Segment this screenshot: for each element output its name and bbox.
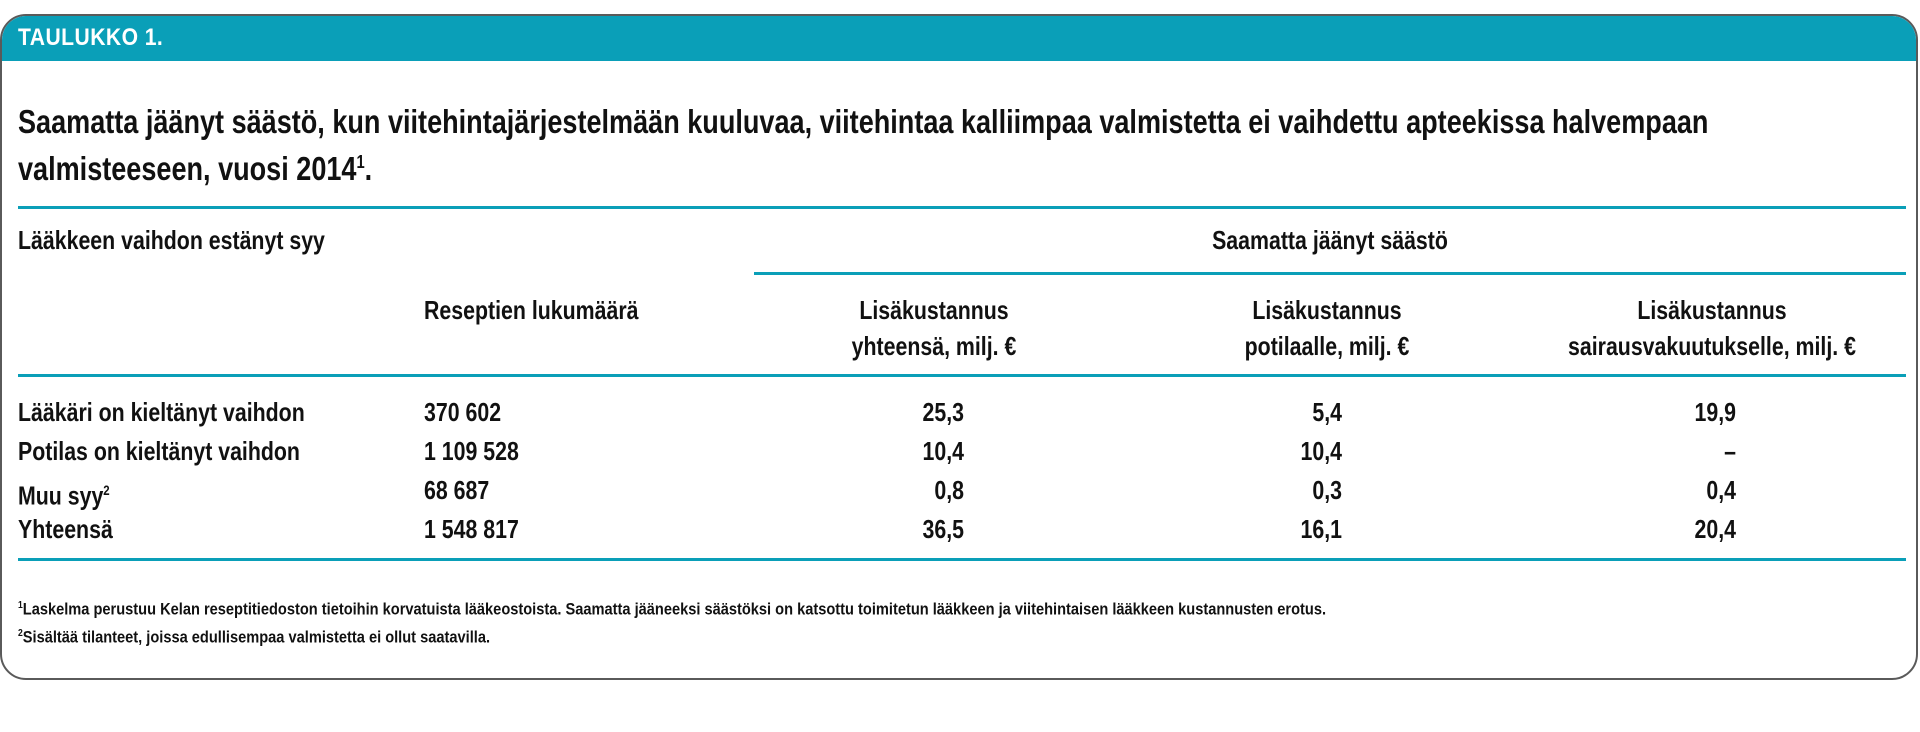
table-title — [18, 102, 1709, 189]
cell-insurance: 19,9 — [1694, 397, 1736, 427]
row-label: Yhteensä — [18, 514, 113, 544]
column-header-count: Reseptien lukumäärä — [424, 295, 639, 325]
cell-count: 68 687 — [424, 475, 490, 505]
cell-total: 10,4 — [922, 436, 964, 466]
column-header-insurance: Lisäkustannus sairausvakuutukselle, milj. € — [1568, 295, 1856, 361]
cell-total: 0,8 — [934, 475, 964, 505]
cell-insurance: 20,4 — [1694, 514, 1736, 544]
column-header-total: Lisäkustannus yhteensä, milj. € — [851, 295, 1017, 361]
cell-count: 1 109 528 — [424, 436, 519, 466]
group-rule — [754, 272, 1906, 275]
header-rule — [18, 374, 1906, 377]
row-header: Lääkkeen vaihdon estänyt syy — [18, 225, 325, 255]
cell-total: 36,5 — [922, 514, 964, 544]
cell-patient: 16,1 — [1300, 514, 1342, 544]
row-label: Potilas on kieltänyt vaihdon — [18, 436, 300, 466]
bottom-rule — [18, 558, 1906, 561]
cell-patient: 5,4 — [1312, 397, 1342, 427]
cell-patient: 10,4 — [1300, 436, 1342, 466]
title-line-2: valmisteeseen, vuosi 2014$^1$. — [18, 150, 373, 187]
cell-insurance: – — [1724, 436, 1736, 466]
footnote-2: $^2$Sisältää tilanteet, joissa edullisempaa valmistetta ei ollut saatavilla. — [18, 627, 491, 647]
footnote-1: $^1$Laskelma perustuu Kelan reseptitiedoston tietoihin korvatuista lääkeostoista. Saamatta jääneeksi säästöksi on katsottu toimitetun lääkkeen ja viitehintaisen lääkkeen kustannusten erotus. — [18, 599, 1327, 619]
cell-count: 370 602 — [424, 397, 502, 427]
row-label: Lääkäri on kieltänyt vaihdon — [18, 397, 305, 427]
cell-insurance: 0,4 — [1706, 475, 1736, 505]
table-card — [0, 14, 1918, 680]
group-header: Saamatta jäänyt säästö — [1212, 225, 1448, 255]
top-rule — [18, 206, 1906, 209]
header-bar — [2, 16, 1916, 61]
column-header-patient: Lisäkustannus potilaalle, milj. € — [1244, 295, 1410, 361]
row-label: Muu syy$^2$ — [18, 480, 110, 511]
table-number-label: TAULUKKO 1. — [18, 24, 164, 51]
cell-patient: 0,3 — [1312, 475, 1342, 505]
title-line-1: Saamatta jäänyt säästö, kun viitehintajärjestelmään kuuluvaa, viitehintaa kalliimpaa valmistetta ei vaihdettu apteekissa halvempaan — [18, 103, 1709, 140]
cell-total: 25,3 — [922, 397, 964, 427]
cell-count: 1 548 817 — [424, 514, 519, 544]
